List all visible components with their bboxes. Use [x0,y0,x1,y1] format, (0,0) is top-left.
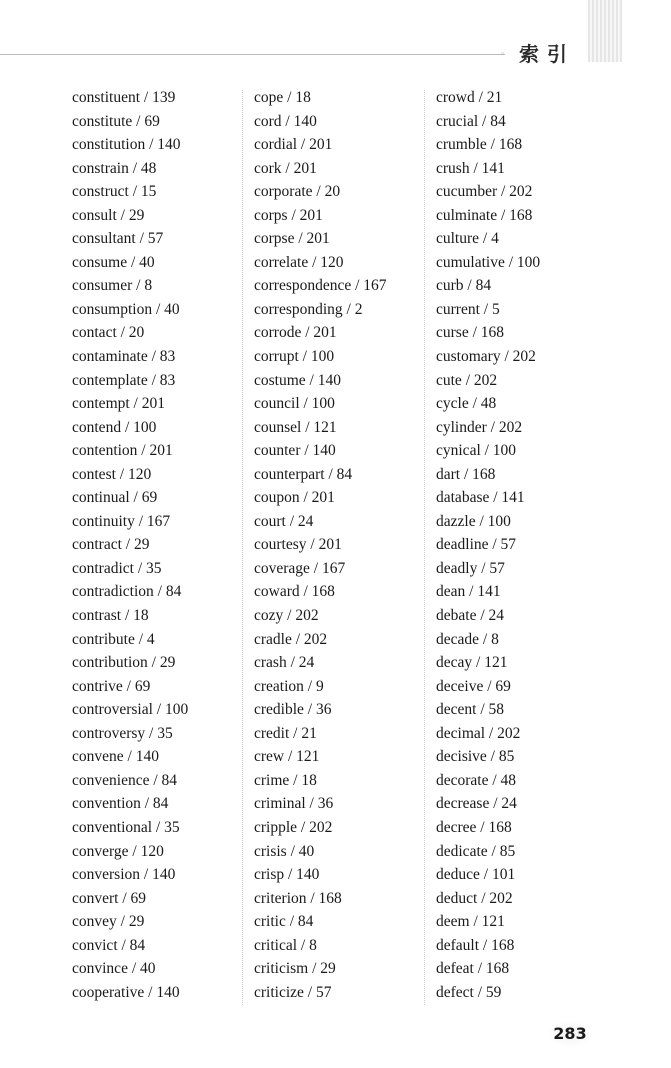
page-number: 283 [548,1021,592,1047]
index-column-1 [72,86,188,1004]
index-entry: debate / 24 [436,607,505,625]
index-entry: convict / 84 [72,936,146,954]
index-entry: coupon / 201 [254,489,335,507]
index-entry: contract / 29 [72,536,150,554]
index-entry: counter / 140 [254,442,336,460]
index-entry: credit / 21 [254,724,317,742]
index-entry: consult / 29 [72,206,145,224]
index-entry: crowd / 21 [436,89,503,106]
index-entry: contrast / 18 [72,607,149,625]
index-entry: critic / 84 [254,913,314,931]
index-entry: converge / 120 [72,842,164,860]
index-entry: cork / 201 [254,159,317,177]
index-column-3 [436,86,540,1004]
index-entry: crumble / 168 [436,136,523,154]
index-entry: cumulative / 100 [436,253,541,271]
index-entry: contradiction / 84 [72,583,182,601]
index-entry: coverage / 167 [254,559,346,577]
index-entry: contaminate / 83 [72,348,176,366]
header-rule [0,54,505,55]
index-entry: decree / 168 [436,818,512,836]
index-entry: decade / 8 [436,630,499,648]
index-entry: counsel / 121 [254,418,337,436]
index-entry: crew / 121 [254,748,320,766]
index-entry: criticism / 29 [254,960,336,978]
index-entry: defeat / 168 [436,960,510,978]
index-entry: cylinder / 202 [436,418,523,436]
index-entry: cope / 18 [254,89,311,106]
index-entry: crime / 18 [254,771,317,789]
index-column-2 [254,86,387,1004]
index-entry: council / 100 [254,395,335,413]
index-entry: curb / 84 [436,277,492,295]
index-entry: courtesy / 201 [254,536,342,554]
index-entry: contribute / 4 [72,630,155,648]
index-entry: corpse / 201 [254,230,330,248]
index-entry: constitution / 140 [72,136,181,154]
index-entry: continuity / 167 [72,512,171,530]
index-entry: counterpart / 84 [254,465,353,483]
index-entry: corresponding / 2 [254,300,363,318]
index-entry: creation / 9 [254,677,324,695]
index-entry: correlate / 120 [254,253,344,271]
index-entry: convenience / 84 [72,771,178,789]
header-ornament: ◦ [500,50,506,60]
index-entry: conventional / 35 [72,818,180,836]
index-entry: contradict / 35 [72,559,162,577]
index-entry: current / 5 [436,300,500,318]
index-entry: deem / 121 [436,913,505,931]
index-entry: corrupt / 100 [254,348,335,366]
index-entry: continual / 69 [72,489,158,507]
index-entry: corps / 201 [254,206,323,224]
index-entry: decrease / 24 [436,795,517,813]
index-entry: deadly / 57 [436,559,505,577]
index-entry: constrain / 48 [72,159,157,177]
index-entry: decent / 58 [436,701,505,719]
index-entry: coward / 168 [254,583,335,601]
index-entry: contemplate / 83 [72,371,176,389]
index-entry: dart / 168 [436,465,496,483]
index-entry: construct / 15 [72,183,157,201]
index-entry: convention / 84 [72,795,169,813]
index-entry: controversial / 100 [72,701,189,719]
index-entry: cycle / 48 [436,395,497,413]
index-entry: controversy / 35 [72,724,173,742]
index-entry: default / 168 [436,936,515,954]
index-entry: culminate / 168 [436,206,533,224]
index-entry: cripple / 202 [254,818,333,836]
index-entry: cynical / 100 [436,442,517,460]
index-entry: contest / 120 [72,465,152,483]
index-entry: deduct / 202 [436,889,513,907]
index-entry: deduce / 101 [436,866,516,884]
index-entry: culture / 4 [436,230,499,248]
index-entry: contact / 20 [72,324,145,342]
index-entry: credible / 36 [254,701,332,719]
index-entry: convey / 29 [72,913,145,931]
index-entry: database / 141 [436,489,525,507]
index-entry: convince / 40 [72,960,156,978]
index-entry: deceive / 69 [436,677,511,695]
index-entry: dean / 141 [436,583,501,601]
index-entry: cradle / 202 [254,630,328,648]
index-entry: decisive / 85 [436,748,515,766]
index-columns [0,86,671,1011]
index-entry: crucial / 84 [436,112,506,130]
index-entry: corrode / 201 [254,324,337,342]
index-entry: contribution / 29 [72,654,176,672]
index-entry: dedicate / 85 [436,842,516,860]
index-entry: decimal / 202 [436,724,521,742]
index-entry: court / 24 [254,512,314,530]
index-entry: crisp / 140 [254,866,320,884]
index-entry: criminal / 36 [254,795,334,813]
index-entry: defect / 59 [436,983,502,1001]
index-entry: consultant / 57 [72,230,164,248]
index-entry: corporate / 20 [254,183,341,201]
index-entry: cooperative / 140 [72,983,180,1001]
index-entry: crash / 24 [254,654,315,672]
index-entry: decorate / 48 [436,771,517,789]
index-entry: contention / 201 [72,442,173,460]
index-entry: deadline / 57 [436,536,517,554]
index-entry: cordial / 201 [254,136,333,154]
index-entry: contempt / 201 [72,395,165,413]
index-entry: consumer / 8 [72,277,153,295]
index-entry: cucumber / 202 [436,183,533,201]
index-entry: contend / 100 [72,418,157,436]
index-entry: constituent / 139 [72,89,176,106]
index-entry: contrive / 69 [72,677,151,695]
index-entry: convene / 140 [72,748,159,766]
index-entry: customary / 202 [436,348,536,366]
index-entry: consumption / 40 [72,300,180,318]
index-entry: criterion / 168 [254,889,342,907]
index-entry: decay / 121 [436,654,508,672]
index-entry: conversion / 140 [72,866,176,884]
index-entry: cozy / 202 [254,607,319,625]
index-entry: cord / 140 [254,112,317,130]
index-entry: cute / 202 [436,371,498,389]
index-entry: crush / 141 [436,159,505,177]
index-entry: correspondence / 167 [254,277,387,295]
corner-texture [588,0,622,62]
index-entry: convert / 69 [72,889,147,907]
page-title: 索引 [519,42,575,66]
index-entry: criticize / 57 [254,983,332,1001]
index-entry: critical / 8 [254,936,317,954]
index-entry: consume / 40 [72,253,155,271]
index-entry: constitute / 69 [72,112,160,130]
index-entry: costume / 140 [254,371,341,389]
index-entry: curse / 168 [436,324,505,342]
index-entry: crisis / 40 [254,842,315,860]
index-entry: dazzle / 100 [436,512,511,530]
